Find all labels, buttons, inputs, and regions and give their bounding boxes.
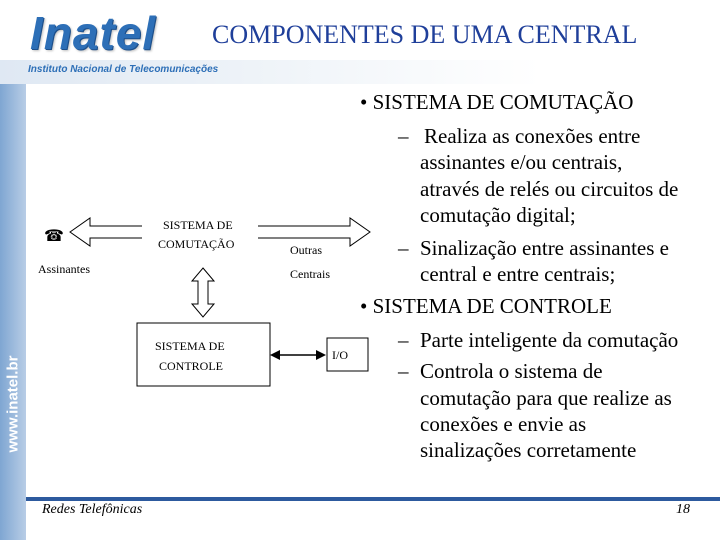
controle-box <box>137 323 270 386</box>
bullet-marker: • <box>360 90 373 114</box>
outras-label: Outras <box>290 243 322 257</box>
logo-wordmark: Inatel <box>30 7 157 59</box>
io-label: I/O <box>332 348 348 362</box>
footer-course: Redes Telefônicas <box>42 502 143 517</box>
item-line: conexões e envie as <box>420 412 587 436</box>
item-line: central e entre centrais; <box>420 262 616 286</box>
item-line: Realiza as conexões entre <box>424 124 641 148</box>
controle-box-line1: SISTEMA DE <box>155 339 225 353</box>
comutacao-box-line2: COMUTAÇÃO <box>158 237 235 251</box>
arrowhead-left <box>270 350 280 360</box>
bullet-heading-controle: • SISTEMA DE CONTROLE <box>360 294 612 318</box>
bullet-heading-comutacao: • SISTEMA DE COMUTAÇÃO <box>360 90 634 114</box>
item-line: comutação para que realize as <box>420 386 672 410</box>
assinantes-label: Assinantes <box>38 262 90 276</box>
item-line: comutação digital; <box>420 203 576 227</box>
item-line: através de relés ou circuitos de <box>420 177 679 201</box>
dash-marker: – <box>398 236 409 260</box>
dash-marker: – <box>398 328 409 352</box>
dash-marker: – <box>398 359 409 383</box>
item-line: sinalizações corretamente <box>420 438 637 462</box>
bullet-marker: • <box>360 294 373 318</box>
footer-divider <box>26 497 720 501</box>
side-url: www.inatel.br <box>4 355 22 453</box>
centrais-label: Centrais <box>290 267 330 281</box>
dash-marker: – <box>398 124 409 148</box>
vertical-double-arrow <box>192 268 214 317</box>
page-number: 18 <box>676 502 690 517</box>
item-line: assinantes e/ou centrais, <box>420 150 623 174</box>
slide-title: COMPONENTES DE UMA CENTRAL <box>212 20 638 49</box>
controle-box-line2: CONTROLE <box>159 359 223 373</box>
comutacao-box-line1: SISTEMA DE <box>163 218 233 232</box>
logo-subtitle: Instituto Nacional de Telecomunicações <box>28 64 219 75</box>
arrowhead-right <box>316 350 326 360</box>
item-line: Controla o sistema de <box>420 359 603 383</box>
phone-icon: ☎ <box>44 228 64 245</box>
item-line: Parte inteligente da comutação <box>420 328 679 352</box>
item-line: Sinalização entre assinantes e <box>420 236 669 260</box>
